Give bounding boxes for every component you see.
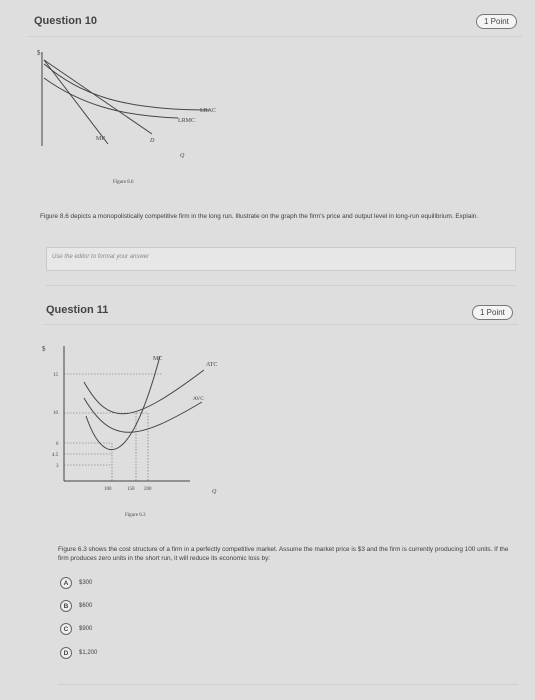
figure-8-6-mr-curve (44, 60, 108, 144)
question-10-prompt: Figure 8.6 depicts a monopolistically competitive firm in the long run. Illustrate on the graph the firm's price and output level in long-run equilibrium. Explain. (40, 213, 479, 220)
option-c-text: $900 (79, 626, 93, 632)
figure-6-3-avc-label: AVC (193, 396, 204, 402)
figure-8-6-lrmc-label: LRMC (178, 118, 196, 124)
figure-8-6-mr-label: MR (96, 136, 106, 142)
figure-6-3-xtick-150: 150 (127, 487, 135, 492)
figure-6-3-mc-curve (86, 356, 163, 450)
option-b-text: $600 (79, 603, 93, 609)
figure-6-3-ytick-4-5: 4.5 (52, 453, 59, 458)
figure-6-3-avc-curve (84, 398, 202, 432)
question-11-divider (44, 324, 518, 325)
figure-6-3-mc-label: MC (153, 356, 163, 362)
option-a-text: $300 (79, 580, 93, 586)
figure-8-6 (30, 42, 240, 192)
figure-8-6-y-axis-label: $ (37, 49, 41, 57)
option-d-text: $1,200 (79, 650, 98, 656)
option-c-letter: C (60, 623, 72, 635)
figure-6-3-x-axis-label: Q (212, 489, 217, 495)
question-11-points-badge: 1 Point (472, 305, 513, 320)
question-10-bottom-divider (46, 285, 516, 286)
option-b-letter: B (60, 600, 72, 612)
figure-8-6-caption: Figure 8.6 (113, 180, 134, 185)
option-b[interactable] (60, 600, 92, 612)
question-10-title: Question 10 (34, 15, 97, 27)
figure-6-3-xtick-200: 200 (144, 487, 152, 492)
question-10-answer-editor[interactable]: Use the editor to format your answer (46, 247, 516, 271)
figure-8-6-demand-curve (44, 60, 152, 134)
option-d-letter: D (60, 647, 72, 659)
figure-6-3-ytick-6: 6 (56, 442, 59, 447)
question-10-points-badge: 1 Point (476, 14, 517, 29)
figure-8-6-lrac-label: LRAC (200, 108, 217, 114)
figure-6-3-ytick-10: 10 (53, 411, 58, 416)
option-a-letter: A (60, 577, 72, 589)
figure-8-6-d-label: D (150, 138, 155, 144)
figure-6-3-atc-label: ATC (206, 362, 218, 368)
figure-6-3-xtick-100: 100 (104, 487, 112, 492)
question-10-divider (28, 36, 522, 37)
question-11-prompt: Figure 6.3 shows the cost structure of a firm in a perfectly competitive market. Assume the market price is $3 and the firm is currently producing 100 units. If the firm produces zero units in the short run, it will reduce its economic loss by: (58, 546, 509, 562)
figure-6-3-ytick-3: 3 (56, 464, 59, 469)
question-11-bottom-divider (58, 684, 518, 685)
figure-6-3-ytick-15: 15 (53, 373, 58, 378)
figure-6-3 (40, 336, 240, 526)
option-d[interactable] (60, 647, 97, 659)
option-c[interactable] (60, 623, 92, 635)
question-11-title: Question 11 (46, 304, 109, 316)
figure-8-6-lrac-curve (44, 64, 210, 110)
figure-8-6-lrmc-curve (44, 78, 178, 118)
option-a[interactable] (60, 577, 92, 589)
figure-6-3-caption: Figure 6.3 (125, 513, 146, 518)
figure-8-6-x-axis-label: Q (180, 153, 185, 159)
figure-6-3-y-axis-label: $ (42, 345, 46, 353)
